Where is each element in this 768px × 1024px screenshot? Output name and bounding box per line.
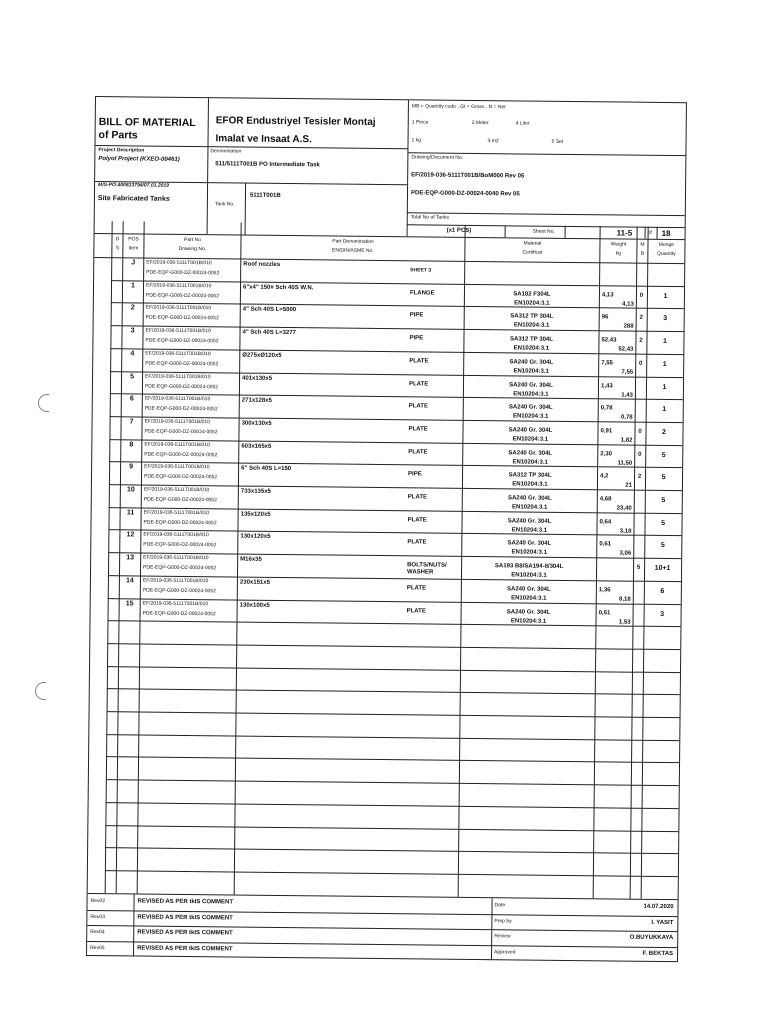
certificate: [465, 277, 599, 278]
certificate: EN10204:3.1: [513, 368, 549, 375]
part-number: EF/2019-036-5111T001B/010: [145, 350, 211, 358]
certificate: EN10204:3.1: [511, 504, 548, 511]
pos-number: 7: [129, 418, 134, 426]
unit-weight: 2,30: [600, 450, 612, 458]
quantity: 10+1: [654, 564, 671, 573]
drawing-number: PDE-EQP-G000-DZ-00024-0052: [142, 587, 216, 595]
quantity-code: 0: [639, 360, 643, 367]
col-material: Material: [523, 240, 542, 247]
drawing-number: PDE-EQP-G000-DZ-00024-0052: [143, 519, 217, 526]
quantity: 2: [662, 428, 666, 436]
certificate: EN10204:3.1: [511, 527, 548, 534]
revision-text: REVISED AS PER tkIS COMMENT: [137, 944, 233, 952]
total-weight: 8,18: [619, 596, 631, 603]
material: SA240 Gr. 304L: [507, 518, 552, 525]
part-denomination: 603x165x5: [241, 443, 272, 450]
material: SA240 Gr. 304L: [507, 495, 552, 502]
pos-number: 9: [129, 463, 134, 471]
doc-subtitle: of Parts: [98, 129, 138, 142]
col-quantity: Quantity: [657, 250, 676, 258]
material: SA240 Gr. 304L: [506, 608, 551, 616]
material: SA312 TP 304L: [509, 336, 553, 343]
material: SA240 Gr. 304L: [506, 586, 551, 593]
total-weight: 1,82: [620, 437, 633, 444]
col-weight: Weight: [610, 241, 627, 248]
part-type: PLATE: [406, 607, 426, 614]
drawing-number: PDE-EQP-G000-DZ-00024-0052: [145, 337, 219, 345]
signoff-value: 14.07.2020: [643, 903, 674, 911]
total-weight: 288: [623, 323, 634, 331]
doc-title: BILL OF MATERIAL: [98, 116, 196, 130]
quantity: 1: [662, 406, 667, 414]
total-weight: 3,06: [619, 550, 632, 558]
part-number: EF/2019-036-5111T001B/010: [145, 282, 212, 289]
signoff-label: Approved: [494, 948, 516, 955]
pos-number: 2: [130, 304, 135, 312]
col-weight-unit: kg: [615, 250, 622, 257]
part-number: EF/2019-036-5111T001B/010: [143, 486, 210, 494]
unit-code: 1 kg: [411, 137, 422, 144]
total-weight: 1,43: [621, 392, 633, 399]
material: SA182 F304L: [513, 291, 551, 298]
part-denomination: 130x120x5: [240, 533, 271, 541]
unit-code: 5 Set: [551, 138, 564, 145]
unit-code: 1 Piece: [411, 119, 429, 126]
col-menge: Menge: [658, 241, 675, 249]
part-number: EF/2019-036-5111T001B/010: [146, 259, 212, 267]
col-s: S: [115, 245, 120, 252]
unit-weight: 7,55: [601, 360, 613, 367]
unit-weight: 52,43: [601, 337, 617, 344]
part-type: PIPE: [409, 335, 424, 342]
drawing-number: PDE-EQP-G000-DZ-00024-0052: [145, 314, 219, 322]
material: SA240 Gr. 304L: [507, 540, 552, 548]
part-number: EF/2019-036-5111T001B/010: [145, 373, 211, 380]
quantity: 5: [661, 496, 666, 504]
quantity: 5: [660, 542, 665, 550]
col-m: M: [640, 241, 645, 248]
company-name-line2: Imalat ve Insaat A.S.: [215, 133, 312, 146]
part-type: FLANGE: [409, 289, 435, 297]
quantity: 5: [661, 519, 666, 527]
drawing-number: PDE-EQP-G000-DZ-00024-0052: [142, 610, 216, 617]
unit-weight: 96: [601, 314, 609, 321]
part-type: PIPE: [408, 471, 422, 478]
quantity-code: 0: [638, 428, 642, 435]
part-number: EF/2019-036-5111T001B/010: [144, 463, 210, 471]
certificate: EN10204:3.1: [512, 481, 548, 489]
quantity-code: 5: [636, 564, 641, 571]
pos-number: 5: [130, 372, 135, 380]
pos-number: J: [131, 259, 136, 267]
certificate: EN10204:3.1: [512, 436, 549, 443]
total-weight: 52,43: [618, 346, 634, 353]
signoff-label: Date: [494, 902, 506, 909]
binder-hole-mark: [35, 682, 46, 700]
pos-number: 3: [130, 327, 135, 335]
part-number: EF/2019-036-5111T001B/010: [145, 304, 212, 312]
part-type: PLATE: [408, 426, 428, 433]
certificate: EN10204:3.1: [512, 413, 549, 420]
quantity: 6: [660, 587, 665, 595]
drawing-number: PDE-EQP-G000-DZ-00024-0052: [146, 269, 220, 277]
material: [465, 268, 599, 269]
quantity-code: 2: [639, 315, 643, 322]
part-denomination: Ø275xØ120x5: [242, 352, 282, 359]
unit-code: 2 Meter: [471, 119, 489, 127]
revision-number: Rev04: [90, 928, 105, 936]
certificate: EN10204:3.1: [513, 390, 549, 398]
material: SA240 Gr. 304L: [508, 449, 553, 457]
part-denomination: 271x128x5: [241, 397, 272, 405]
part-denomination: 130x100x5: [239, 602, 270, 609]
drawing-number: PDE-EQP-G000-DZ-00024-0052: [143, 564, 217, 572]
unit-weight: 4,13: [601, 292, 614, 299]
pos-number: 1: [131, 282, 136, 290]
bill-of-material-sheet: [86, 96, 687, 962]
unit-code: 3 m2: [487, 138, 499, 145]
drawing-number: PDE-EQP-G000-DZ-00024-0052: [143, 496, 217, 504]
quantity: 3: [660, 610, 665, 618]
part-denomination: 6"x4" 150# Sch 40S W.N.: [242, 284, 314, 291]
total-tanks-label: Total No of Tanks: [410, 214, 450, 221]
part-type: PLATE: [406, 585, 427, 592]
sheet-total: 18: [661, 228, 671, 239]
total-tanks: (x1 PCS): [446, 227, 472, 234]
part-type: PLATE: [408, 403, 429, 410]
part-type: PLATE: [408, 448, 428, 456]
part-type: BOLTS/NUTS/ WASHER: [406, 562, 447, 576]
signoff-label: Prep by: [494, 917, 512, 924]
certificate: EN10204:3.1: [512, 458, 548, 466]
revision-block: [87, 893, 678, 962]
drawing-number: PDE-EQP-G000-DZ-00024-0052: [143, 541, 217, 549]
col-certificate: Certificat: [522, 249, 543, 256]
col-b: B: [640, 250, 645, 257]
col-pos: POS: [128, 236, 139, 243]
revision-text: REVISED AS PER tkIS COMMENT: [137, 929, 233, 937]
project-description-label: Project Description: [98, 147, 145, 154]
part-denomination: 4" Sch 40S L=5000: [242, 306, 297, 314]
certificate: EN10204:3.1: [511, 549, 547, 557]
unit-weight: 1,36: [598, 587, 611, 594]
total-weight: 21: [625, 482, 632, 489]
project-description: Polyol Project (KXEO-00461): [98, 156, 180, 163]
drawing-number: PDE-EQP-G000-DZ-00024-0052: [144, 451, 218, 458]
part-denomination: M16x35: [240, 556, 262, 563]
part-type: PLATE: [407, 516, 427, 524]
revision-text: REVISED AS PER tkIS COMMENT: [137, 913, 233, 921]
part-type: PLATE: [408, 380, 429, 388]
part-number: EF/2019-036-5111T001B/010: [143, 554, 209, 562]
drawing-number: PDE-EQP-G000-DZ-00024-0052: [144, 428, 218, 436]
parts-table: [88, 257, 685, 899]
pos-number: 14: [125, 577, 134, 585]
col-drawing-no: Drawing No.: [178, 245, 207, 253]
quantity: 5: [661, 474, 666, 482]
tank-number: 5111T001B: [249, 192, 281, 199]
part-denomination: 300x130x5: [241, 420, 272, 427]
certificate: EN10204:3.1: [513, 345, 550, 352]
unit-weight: 4,2: [600, 473, 609, 480]
part-number: EF/2019-036-5111T001B/010: [144, 418, 211, 426]
part-number: EF/2019-036-5111T001B/010: [144, 441, 210, 448]
certificate: EN10204:3.1: [514, 300, 550, 307]
quantity: 1: [662, 338, 667, 346]
sheet-note: SHEET 3: [410, 267, 432, 274]
part-type: PLATE: [407, 539, 427, 546]
sheet-no-label: Sheet No.: [532, 228, 555, 235]
part-number: EF/2019-036-5111T001B/010: [143, 509, 210, 516]
col-part-denomination: Part Denomination: [332, 238, 374, 245]
revision-text: REVISED AS PER tkIS COMMENT: [137, 898, 234, 906]
unit-weight: 0,61: [599, 541, 612, 548]
certificate: EN10204:3.1: [513, 322, 550, 330]
denomination: 511/5111T001B PO Intermediate Task: [215, 161, 320, 169]
pos-number: 6: [129, 395, 134, 403]
pos-number: 13: [126, 554, 135, 562]
quantity-code: 2: [637, 474, 642, 481]
drawing-document-label: Drawing/Document No:: [411, 154, 464, 161]
part-denomination: Roof nozzles: [243, 261, 281, 268]
pos-number: 12: [126, 531, 135, 539]
site-name: Site Fabricated Tanks: [97, 195, 170, 203]
signoff-value: F. BEKTAS: [642, 950, 674, 957]
part-type: PLATE: [409, 358, 429, 365]
material: SA240 Gr. 304L: [508, 404, 553, 411]
revision-number: Rev05: [90, 944, 105, 951]
total-weight: 0,78: [620, 414, 633, 421]
part-denomination: 230x151x5: [239, 579, 270, 586]
unit-weight: 4,68: [599, 496, 612, 503]
part-type: PIPE: [409, 312, 424, 319]
quantity-code: 2: [639, 337, 643, 344]
drawing-document-number: PDE-EQP-G000-DZ-00024-0040 Rev 05: [410, 190, 520, 198]
certificate: EN10204:3.1: [510, 617, 547, 625]
signoff-value: I. YASIT: [651, 919, 674, 926]
material: SA193 B8/SA194-8/304L: [494, 563, 564, 571]
part-denomination: 6" Sch 40S L=150: [241, 465, 292, 473]
total-weight: 1,53: [618, 619, 631, 626]
quantity-code: 0: [638, 451, 642, 458]
part-number: EF/2019-036-5111T001B/010: [143, 531, 209, 539]
company-name: EFOR Endustriyel Tesisler Montaj: [215, 115, 376, 128]
part-number: EF/2019-036-5111T001B/010: [142, 600, 209, 607]
certificate: EN10204:3.1: [511, 595, 547, 602]
sheet-number: 11-5: [616, 228, 633, 238]
drawing-number: PDE-EQP-G000-DZ-00024-0052: [144, 405, 218, 413]
unit-weight: 0,64: [599, 518, 612, 526]
revision-number: Rev02: [90, 897, 106, 905]
quantity: 3: [663, 315, 668, 323]
part-type: PLATE: [407, 494, 428, 501]
quantity: 1: [662, 360, 667, 368]
quantity: 1: [663, 292, 668, 300]
part-denomination: 4" Sch 40S L=3277: [242, 329, 296, 337]
total-weight: 23,40: [616, 505, 632, 512]
material: SA240 Gr. 304L: [509, 381, 553, 389]
unit-weight: 0,78: [600, 405, 613, 412]
pos-number: 15: [125, 599, 134, 607]
pos-number: 4: [130, 350, 135, 358]
drawing-number: PDE-EQP-G000-DZ-00024-0052: [144, 383, 219, 390]
drawing-number: PDE-EQP-G000-DZ-00024-0052: [145, 360, 219, 368]
part-denomination: 401x130x5: [242, 375, 273, 382]
certificate: EN10204:3.1: [511, 572, 547, 579]
quantity-code-legend: MB = Quantity code , GI = Gross , N = Net: [411, 103, 506, 111]
table-row: [91, 597, 681, 626]
unit-weight: 1,43: [600, 382, 613, 389]
total-weight: 4,13: [622, 301, 634, 308]
denomination-label: Denomination: [210, 148, 242, 155]
po-reference: M/S-PO:400613794/07.01.2019: [98, 182, 169, 189]
unit-code: 4 Liter: [515, 120, 530, 127]
col-part-no: Part No: [183, 236, 201, 244]
drawing-document-number: EF/2019-036-5111T001B/BoM000 Rev 05: [411, 172, 525, 180]
col-standard: EN/DIN/ASME No.: [332, 247, 374, 254]
pos-number: 8: [129, 440, 134, 449]
sheet-of-label: of: [647, 229, 652, 236]
pos-number: 11: [126, 509, 135, 517]
material: SA240 Gr. 304L: [509, 359, 554, 366]
part-number: EF/2019-036-5111T001B/010: [144, 395, 211, 403]
col-item: Item: [128, 245, 139, 252]
quantity: 1: [662, 383, 667, 391]
revision-number: Rev03: [90, 913, 105, 920]
total-weight: 7,55: [621, 369, 634, 376]
unit-weight: 0,91: [600, 428, 613, 435]
binder-hole-mark: [38, 394, 49, 412]
material: SA312 TP 304L: [510, 313, 554, 321]
part-denomination: 135x120x5: [240, 511, 271, 518]
drawing-number: PDE-EQP-G000-DZ-00024-0052: [143, 473, 218, 481]
unit-weight: 0,51: [598, 609, 611, 616]
pos-number: 10: [126, 486, 135, 494]
part-number: EF/2019-036-5111T001B/010: [145, 327, 211, 335]
total-weight: 11,50: [617, 460, 633, 467]
drawing-number: PDE-EQP-G000-DZ-00024-0052: [145, 292, 220, 299]
col-d: D: [115, 236, 120, 243]
part-number: EF/2019-036-5111T001B/010: [142, 577, 209, 585]
signoff-value: O.BUYUKKAYA: [629, 934, 674, 942]
quantity: 5: [661, 451, 666, 459]
tank-no-label: Tank No.: [214, 201, 235, 208]
material: SA312 TP 304L: [508, 472, 552, 480]
total-weight: 3,18: [619, 528, 632, 535]
material: SA240 Gr. 304L: [508, 427, 553, 434]
quantity-code: 0: [639, 292, 644, 299]
signoff-label: Review: [494, 933, 511, 940]
part-denomination: 733x135x5: [240, 488, 271, 495]
